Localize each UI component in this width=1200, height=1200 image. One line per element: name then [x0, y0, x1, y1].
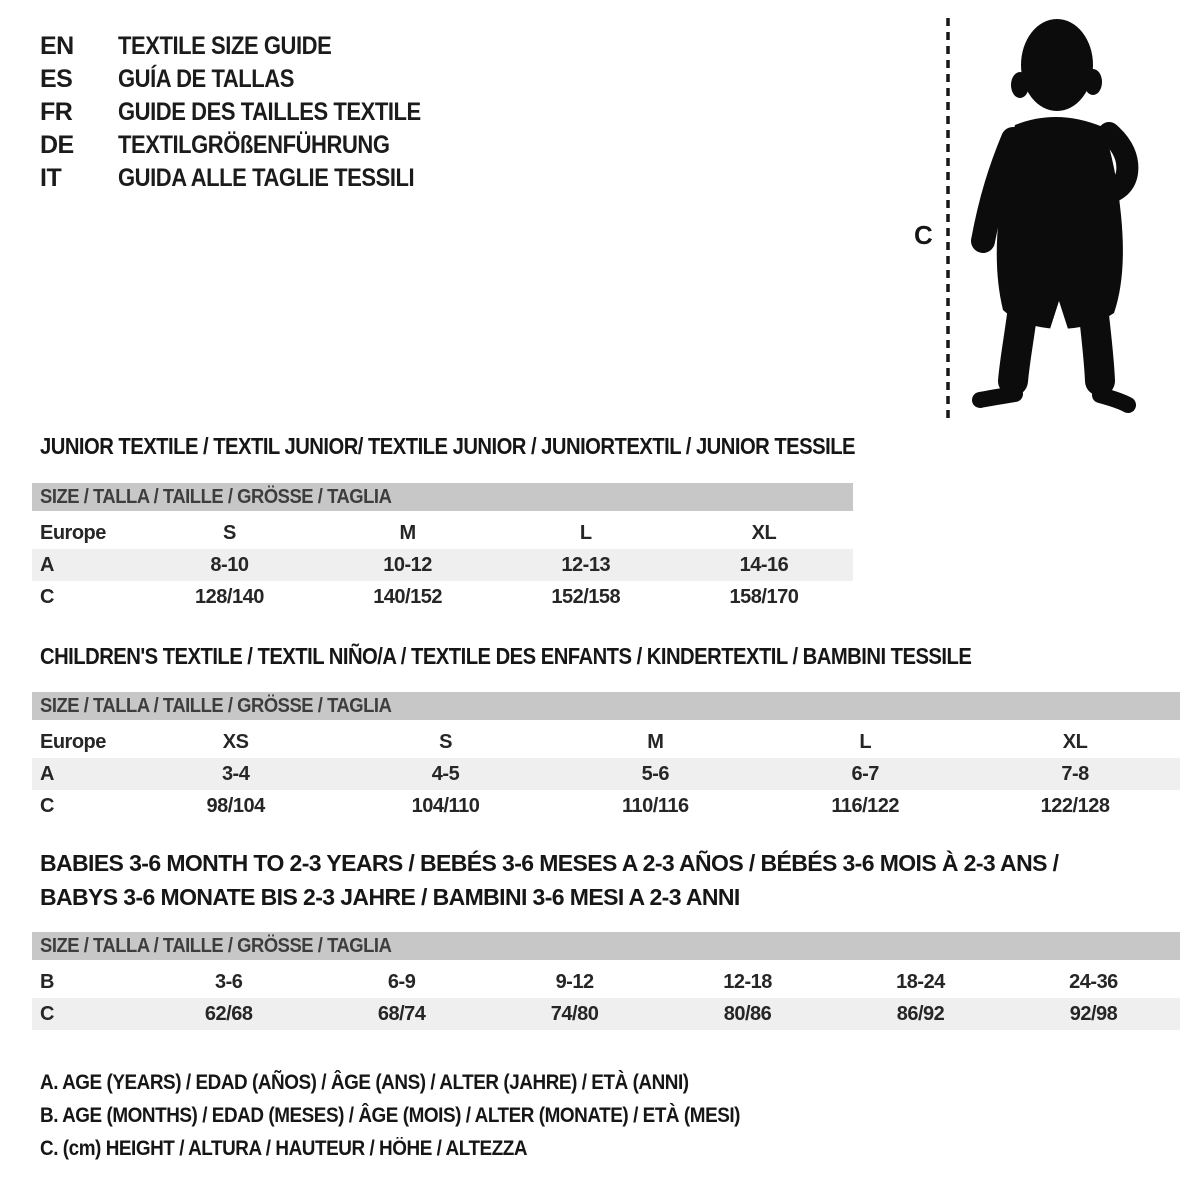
babies-section-heading [40, 846, 1058, 914]
toddler-silhouette-icon [980, 19, 1128, 405]
table-cell: 68/74 [315, 998, 488, 1030]
legend-line-a: A. AGE (YEARS) / EDAD (AÑOS) / ÂGE (ANS) / ALTER (JAHRE) / ETÀ (ANNI) [40, 1070, 689, 1094]
table-cell: 116/122 [831, 794, 900, 817]
height-measure-label: C [914, 220, 933, 250]
babies-table [32, 966, 1180, 1030]
language-title: GUIDA ALLE TAGLIE TESSILI [118, 164, 415, 192]
table-cell: 6-7 [760, 758, 970, 790]
table-cell: S [223, 521, 236, 544]
table-row [32, 517, 853, 549]
language-row [40, 30, 462, 63]
language-row [40, 63, 462, 96]
table-cell: L [579, 521, 592, 544]
language-code: ES [40, 65, 73, 93]
junior-section-heading: JUNIOR TEXTILE / TEXTIL JUNIOR/ TEXTILE JUNIOR / JUNIORTEXTIL / JUNIOR TESSILE [40, 433, 856, 459]
table-cell: 122/128 [1040, 794, 1110, 817]
table-cell: 86/92 [834, 998, 1007, 1030]
legend [40, 1066, 818, 1165]
table-cell: 3-6 [214, 970, 243, 993]
table-cell: 12-18 [723, 970, 772, 993]
legend-line-c: C. (cm) HEIGHT / ALTURA / HAUTEUR / HÖHE / ALTEZZA [40, 1136, 528, 1160]
figure-canvas [900, 10, 1160, 424]
table-cell: XL [1062, 730, 1088, 753]
table-cell: 12-13 [497, 549, 675, 581]
table-cell: 14-16 [675, 549, 853, 581]
table-cell: 5-6 [550, 758, 760, 790]
size-header-label: SIZE / TALLA / TAILLE / GRÖSSE / TAGLIA [40, 485, 392, 508]
table-cell: 158/170 [729, 585, 799, 608]
table-cell: 8-10 [140, 549, 318, 581]
junior-size-table [32, 483, 853, 613]
row-label: C [40, 585, 54, 608]
size-header-bar [32, 692, 1180, 720]
size-header-bar [32, 483, 853, 511]
table-cell: 9-12 [555, 970, 594, 993]
row-label: Europe [40, 730, 106, 753]
language-title: TEXTILE SIZE GUIDE [118, 32, 332, 60]
children-section-heading: CHILDREN'S TEXTILE / TEXTIL NIÑO/A / TEXTILE DES ENFANTS / KINDERTEXTIL / BAMBINI TESSILE [40, 643, 972, 669]
table-row [32, 790, 1180, 822]
table-cell: XS [222, 730, 249, 753]
junior-table [32, 517, 853, 613]
table-cell: M [399, 521, 416, 544]
table-cell: 7-8 [970, 758, 1180, 790]
table-cell: S [439, 730, 452, 753]
language-title-block [40, 30, 462, 195]
language-row [40, 129, 462, 162]
table-row [32, 758, 1180, 790]
language-code: EN [40, 32, 74, 60]
table-row [32, 998, 1180, 1030]
row-label: Europe [40, 521, 106, 544]
language-code: FR [40, 98, 73, 126]
table-cell: 4-5 [341, 758, 551, 790]
table-cell: 92/98 [1007, 998, 1180, 1030]
table-cell: 152/158 [551, 585, 621, 608]
language-row [40, 162, 462, 195]
table-cell: L [859, 730, 872, 753]
legend-line-b: B. AGE (MONTHS) / EDAD (MESES) / ÂGE (MOIS) / ALTER (MONATE) / ETÀ (MESI) [40, 1103, 741, 1127]
language-row [40, 96, 462, 129]
table-cell: 10-12 [319, 549, 497, 581]
table-cell: 128/140 [195, 585, 264, 608]
table-cell: 3-4 [131, 758, 341, 790]
table-cell: XL [751, 521, 777, 544]
row-label: A [32, 549, 140, 581]
babies-size-table [32, 932, 1180, 1030]
table-cell: 104/110 [411, 794, 480, 817]
table-cell: 110/116 [622, 794, 689, 817]
row-label: C [32, 998, 142, 1030]
children-size-table [32, 692, 1180, 822]
table-row [32, 581, 853, 613]
size-header-bar [32, 932, 1180, 960]
table-cell: 24-36 [1069, 970, 1118, 993]
language-code: DE [40, 131, 74, 159]
language-code: IT [40, 164, 62, 192]
language-title: GUÍA DE TALLAS [118, 65, 294, 93]
size-header-label: SIZE / TALLA / TAILLE / GRÖSSE / TAGLIA [40, 934, 392, 957]
table-row [32, 726, 1180, 758]
table-cell: 98/104 [206, 794, 265, 817]
children-table [32, 726, 1180, 822]
table-cell: 80/86 [661, 998, 834, 1030]
language-title: TEXTILGRÖßENFÜHRUNG [118, 131, 390, 159]
babies-heading-line-2: BABYS 3-6 MONATE BIS 2-3 JAHRE / BAMBINI 3-6 MESI A 2-3 ANNI [40, 884, 740, 910]
table-row [32, 549, 853, 581]
height-measure-figure [900, 10, 1160, 424]
table-cell: 74/80 [488, 998, 661, 1030]
babies-heading-line-1: BABIES 3-6 MONTH TO 2-3 YEARS / BEBÉS 3-6 MESES A 2-3 AÑOS / BÉBÉS 3-6 MOIS À 2-3 ANS / [40, 850, 1059, 876]
table-cell: 6-9 [387, 970, 416, 993]
table-cell: 18-24 [896, 970, 945, 993]
table-cell: 62/68 [142, 998, 315, 1030]
row-label: A [32, 758, 131, 790]
table-cell: M [647, 730, 664, 753]
table-row [32, 966, 1180, 998]
row-label: C [40, 794, 54, 817]
size-header-label: SIZE / TALLA / TAILLE / GRÖSSE / TAGLIA [40, 694, 392, 717]
language-title: GUIDE DES TAILLES TEXTILE [118, 98, 421, 126]
row-label: B [40, 970, 54, 993]
table-cell: 140/152 [373, 585, 442, 608]
